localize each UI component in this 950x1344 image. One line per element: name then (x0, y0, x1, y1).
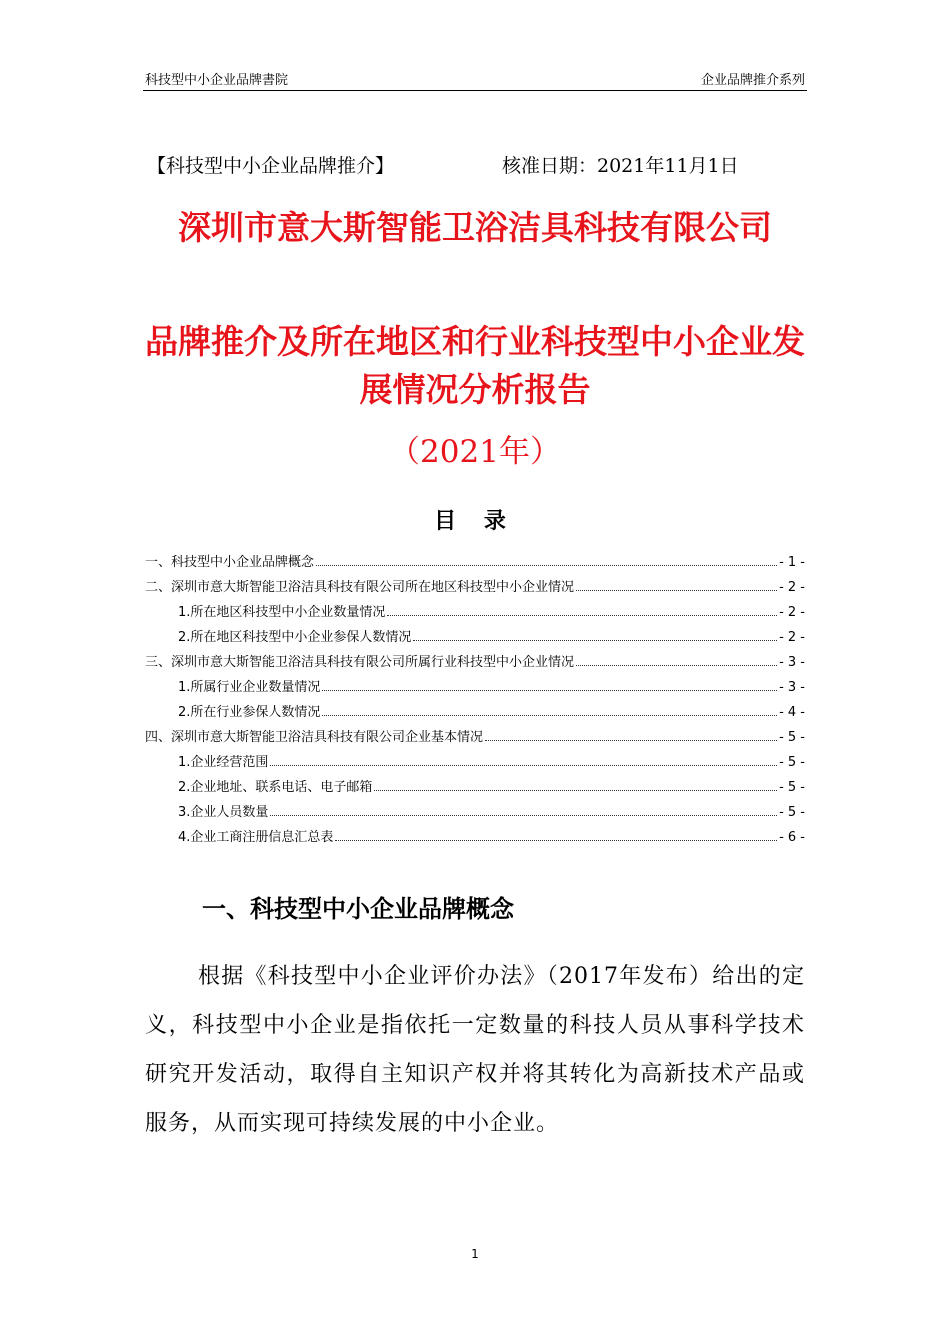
toc-item-page: - 5 - (779, 730, 805, 745)
toc-leader-dots (576, 665, 777, 666)
toc-item[interactable] (145, 620, 805, 645)
toc-leader-dots (316, 565, 777, 566)
toc-item-page: - 2 - (779, 605, 805, 620)
toc-item[interactable] (145, 670, 805, 695)
toc-item-page: - 5 - (779, 805, 805, 820)
toc-item-page: - 3 - (779, 680, 805, 695)
toc-item[interactable] (145, 795, 805, 820)
toc-leader-dots (485, 740, 777, 741)
toc-item-label: 2.企业地址、联系电话、电子邮箱 (178, 780, 373, 795)
toc-item-page: - 1 - (779, 555, 805, 570)
toc-item-page: - 2 - (779, 630, 805, 645)
toc-item-label: 三、深圳市意大斯智能卫浴洁具科技有限公司所属行业科技型中小企业情况 (145, 655, 575, 670)
toc-leader-dots (270, 765, 777, 766)
toc-item[interactable] (145, 770, 805, 795)
section-heading: 一、科技型中小企业品牌概念 (202, 895, 514, 923)
toc-leader-dots (322, 690, 777, 691)
toc-item[interactable] (145, 570, 805, 595)
toc-item-page: - 3 - (779, 655, 805, 670)
toc-title: 目 录 (434, 509, 516, 534)
toc-item-label: 3.企业人员数量 (178, 805, 269, 820)
toc-leader-dots (387, 615, 777, 616)
toc-item-page: - 4 - (779, 705, 805, 720)
toc-leader-dots (374, 790, 777, 791)
header-left-text: 科技型中小企业品牌書院 (145, 73, 289, 88)
toc-item-label: 一、科技型中小企业品牌概念 (145, 555, 315, 570)
toc-item[interactable] (145, 595, 805, 620)
toc-leader-dots (576, 590, 777, 591)
toc-item-page: - 2 - (779, 580, 805, 595)
toc-item-label: 1.所属行业企业数量情况 (178, 680, 321, 695)
page-number: 1 (471, 1247, 479, 1261)
toc-item[interactable] (145, 645, 805, 670)
toc-item-page: - 6 - (779, 830, 805, 845)
toc-item-label: 1.所在地区科技型中小企业数量情况 (178, 605, 386, 620)
toc-item[interactable] (145, 820, 805, 845)
toc-leader-dots (322, 715, 777, 716)
toc-item-label: 2.所在地区科技型中小企业参保人数情况 (178, 630, 412, 645)
toc-item[interactable] (145, 695, 805, 720)
toc-leader-dots (335, 840, 777, 841)
section-paragraph: 根据《科技型中小企业评价办法》（2017年发布）给出的定义，科技型中小企业是指依托一定数量的科技人员从事科学技术研究开发活动，取得自主知识产权并将其转化为高新技术产品或服务，从而实现可持续发展的中小企业。 (145, 964, 805, 1136)
report-year: （2021年） (389, 434, 561, 470)
report-category-label: 【科技型中小企业品牌推介】 (147, 155, 395, 177)
company-title: 深圳市意大斯智能卫浴洁具科技有限公司 (178, 208, 772, 247)
toc-item[interactable] (145, 720, 805, 745)
toc-item-label: 二、深圳市意大斯智能卫浴洁具科技有限公司所在地区科技型中小企业情况 (145, 580, 575, 595)
toc-item-label: 1.企业经营范围 (178, 755, 269, 770)
toc-item-label: 四、深圳市意大斯智能卫浴洁具科技有限公司企业基本情况 (145, 730, 484, 745)
table-of-contents (145, 545, 805, 845)
page-header (143, 66, 807, 91)
toc-item-label: 2.所在行业参保人数情况 (178, 705, 321, 720)
toc-leader-dots (413, 640, 777, 641)
toc-item[interactable] (145, 545, 805, 570)
toc-leader-dots (270, 815, 777, 816)
toc-item-page: - 5 - (779, 780, 805, 795)
approval-date: 核准日期：2021年11月1日 (502, 155, 739, 177)
header-right-text: 企业品牌推介系列 (700, 73, 805, 88)
report-subtitle: 品牌推介及所在地区和行业科技型中小企业发展情况分析报告 (145, 322, 805, 409)
toc-item-label: 4.企业工商注册信息汇总表 (178, 830, 334, 845)
toc-item[interactable] (145, 745, 805, 770)
toc-item-page: - 5 - (779, 755, 805, 770)
